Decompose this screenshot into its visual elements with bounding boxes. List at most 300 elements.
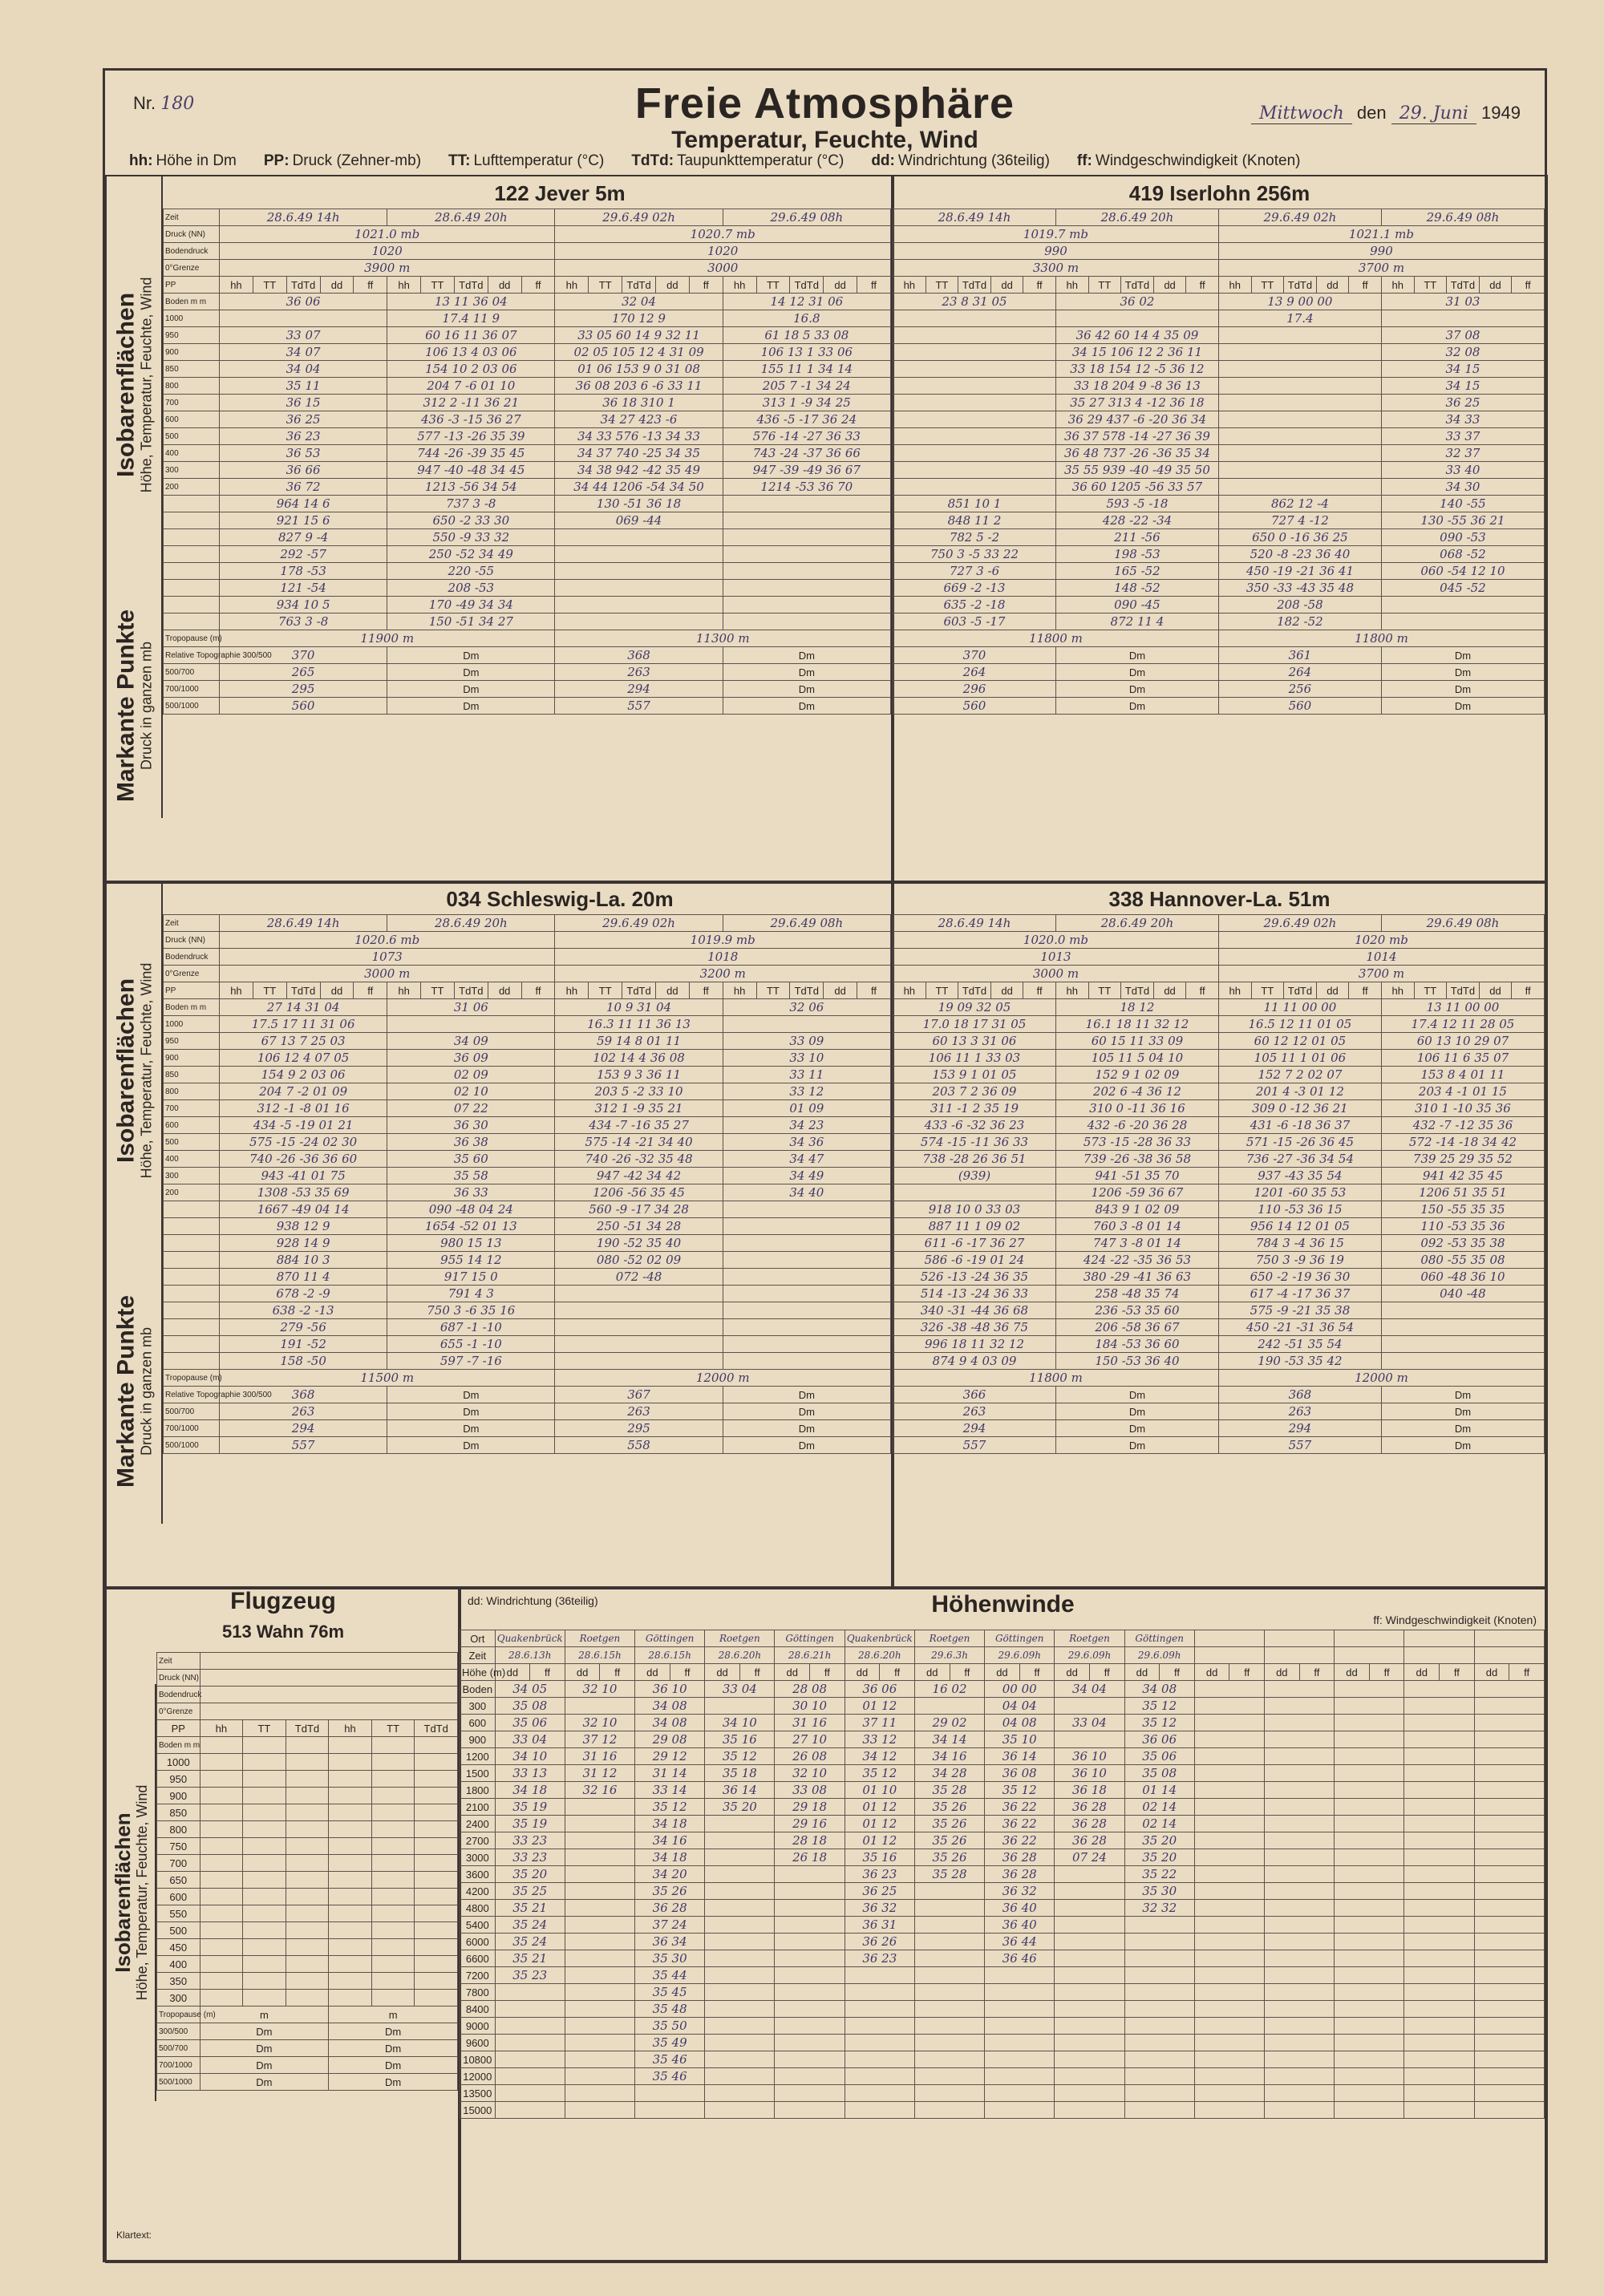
table-cell: 312 2 -11 36 21 bbox=[387, 395, 555, 411]
mark-cell: 862 12 -4 bbox=[1218, 496, 1381, 512]
mark-cell: 638 -2 -13 bbox=[220, 1302, 387, 1319]
table-cell: 557 bbox=[555, 698, 723, 715]
row-label: 650 bbox=[157, 1872, 200, 1889]
mark-cell: 851 10 1 bbox=[893, 496, 1056, 512]
row-label: 700 bbox=[157, 1855, 200, 1872]
row-label: 500/1000 bbox=[164, 1437, 220, 1454]
mark-cell bbox=[555, 1336, 723, 1353]
side-markante: Markante Punkte Druck in ganzen mb bbox=[107, 1259, 163, 1524]
wind-cell bbox=[775, 2085, 845, 2102]
wind-cell bbox=[705, 1900, 775, 1917]
table-cell: 11800 m bbox=[893, 1370, 1219, 1387]
wind-cell bbox=[914, 2001, 984, 2018]
wind-cell bbox=[985, 2085, 1055, 2102]
table-cell: 557 bbox=[893, 1437, 1056, 1454]
row-label: 15000 bbox=[460, 2102, 496, 2119]
table-cell: Dm bbox=[1381, 647, 1544, 664]
wind-cell: 36 14 bbox=[985, 1748, 1055, 1765]
dd-label: dd: Windrichtung (36teilig) bbox=[468, 1594, 598, 1607]
row-label: Zeit bbox=[164, 209, 220, 226]
wind-cell: 01 12 bbox=[845, 1698, 914, 1715]
table-row bbox=[164, 243, 891, 260]
table-cell: Dm bbox=[723, 647, 890, 664]
table-cell bbox=[243, 1838, 286, 1855]
mark-cell: 887 11 1 09 02 bbox=[893, 1218, 1056, 1235]
table-row bbox=[893, 327, 1545, 344]
wind-cell bbox=[985, 2051, 1055, 2068]
table-row bbox=[164, 613, 891, 630]
table-cell bbox=[329, 1973, 372, 1990]
wind-cell bbox=[1124, 1984, 1194, 2001]
table-cell: 573 -15 -28 36 33 bbox=[1055, 1134, 1218, 1151]
wind-cell bbox=[1335, 1782, 1404, 1799]
table-row bbox=[164, 1319, 891, 1336]
table-cell: 36 33 bbox=[387, 1184, 555, 1201]
mark-cell: 514 -13 -24 36 33 bbox=[893, 1286, 1056, 1302]
time-cell: 29.6.09h bbox=[985, 1647, 1055, 1664]
table-cell bbox=[371, 1922, 415, 1939]
mark-cell: 687 -1 -10 bbox=[387, 1319, 555, 1336]
table-cell: Dm bbox=[1381, 1387, 1544, 1403]
wind-cell: 34 08 bbox=[1124, 1681, 1194, 1698]
column-header: TT bbox=[253, 982, 286, 999]
wind-cell bbox=[1265, 1832, 1335, 1849]
wind-cell bbox=[705, 2068, 775, 2085]
table-row bbox=[164, 1218, 891, 1235]
table-cell: 36 06 bbox=[220, 294, 387, 310]
table-cell: 59 14 8 01 11 bbox=[555, 1033, 723, 1050]
station-block-iserlohn bbox=[891, 175, 1548, 884]
mark-cell: 980 15 13 bbox=[387, 1235, 555, 1252]
mark-cell: 597 -7 -16 bbox=[387, 1353, 555, 1370]
table-cell: Dm bbox=[387, 664, 555, 681]
column-header: ff bbox=[521, 277, 555, 294]
table-cell: Dm bbox=[723, 698, 890, 715]
wind-cell bbox=[1474, 1917, 1544, 1934]
time-cell: 28.6.15h bbox=[635, 1647, 705, 1664]
wind-cell bbox=[775, 2068, 845, 2085]
table-row bbox=[460, 1715, 1545, 1731]
row-label bbox=[164, 1302, 220, 1319]
wind-cell bbox=[1335, 1832, 1404, 1849]
table-cell: 294 bbox=[555, 681, 723, 698]
column-header: TT bbox=[756, 982, 790, 999]
mark-cell: 184 -53 36 60 bbox=[1055, 1336, 1218, 1353]
wind-cell: 29 08 bbox=[635, 1731, 705, 1748]
table-row bbox=[893, 1336, 1545, 1353]
wind-cell: 35 18 bbox=[705, 1765, 775, 1782]
row-label: 900 bbox=[164, 1050, 220, 1067]
table-cell bbox=[329, 1754, 372, 1771]
wind-cell bbox=[1124, 1967, 1194, 1984]
table-cell: 1206 -56 35 45 bbox=[555, 1184, 723, 1201]
table-row bbox=[893, 294, 1545, 310]
table-cell: Dm bbox=[387, 1420, 555, 1437]
column-header: ff bbox=[600, 1664, 635, 1681]
table-cell: 60 13 3 31 06 bbox=[893, 1033, 1056, 1050]
table-row bbox=[893, 361, 1545, 378]
wind-cell bbox=[1124, 2068, 1194, 2085]
row-label: 8400 bbox=[460, 2001, 496, 2018]
row-label: 400 bbox=[157, 1956, 200, 1973]
wind-cell: 35 30 bbox=[635, 1950, 705, 1967]
wind-cell: 29 12 bbox=[635, 1748, 705, 1765]
table-cell: 11500 m bbox=[220, 1370, 555, 1387]
table-cell bbox=[200, 1872, 243, 1889]
wind-cell bbox=[495, 2102, 565, 2119]
table-cell: 154 9 2 03 06 bbox=[220, 1067, 387, 1083]
table-cell: 256 bbox=[1218, 681, 1381, 698]
column-header: TT bbox=[1414, 277, 1447, 294]
column-header: PP bbox=[157, 1720, 200, 1737]
column-header: ff bbox=[1160, 1664, 1195, 1681]
table-cell bbox=[243, 1771, 286, 1788]
wind-cell bbox=[495, 2085, 565, 2102]
table-cell: 203 4 -1 01 15 bbox=[1381, 1083, 1544, 1100]
wind-cell bbox=[1265, 2001, 1335, 2018]
column-header: dd bbox=[1479, 277, 1512, 294]
wind-cell: 35 10 bbox=[985, 1731, 1055, 1748]
table-row bbox=[164, 1286, 891, 1302]
wind-cell bbox=[1265, 1883, 1335, 1900]
wind-cell: 35 28 bbox=[914, 1866, 984, 1883]
table-row bbox=[460, 1647, 1545, 1664]
mark-cell: 090 -53 bbox=[1381, 529, 1544, 546]
wind-cell bbox=[565, 1849, 634, 1866]
wind-cell bbox=[914, 1950, 984, 1967]
wind-cell: 34 16 bbox=[914, 1748, 984, 1765]
wind-cell bbox=[1404, 1917, 1474, 1934]
mark-cell: 750 3 -9 36 19 bbox=[1218, 1252, 1381, 1269]
mark-cell: 678 -2 -9 bbox=[220, 1286, 387, 1302]
table-row bbox=[893, 512, 1545, 529]
wind-cell: 01 12 bbox=[845, 1832, 914, 1849]
table-row bbox=[164, 1151, 891, 1168]
column-header: hh bbox=[1055, 277, 1088, 294]
table-cell: 34 15 bbox=[1381, 378, 1544, 395]
row-label bbox=[164, 1235, 220, 1252]
row-label: 300 bbox=[157, 1990, 200, 2006]
row-label: 12000 bbox=[460, 2068, 496, 2085]
table-cell: 367 bbox=[555, 1387, 723, 1403]
wind-cell bbox=[1404, 1731, 1474, 1748]
wind-cell: 34 16 bbox=[635, 1832, 705, 1849]
wind-cell bbox=[1265, 2068, 1335, 2085]
column-header: hh bbox=[1218, 982, 1251, 999]
row-label: 1000 bbox=[157, 1754, 200, 1771]
table-row bbox=[164, 647, 891, 664]
row-label: Relative Topographie 300/500 bbox=[164, 647, 220, 664]
table-cell: 106 11 1 33 03 bbox=[893, 1050, 1056, 1067]
column-header: hh bbox=[555, 982, 589, 999]
wind-cell bbox=[1335, 2018, 1404, 2035]
table-row bbox=[460, 1799, 1545, 1816]
column-header: TdTd bbox=[1284, 277, 1317, 294]
table-cell: 17.0 18 17 31 05 bbox=[893, 1016, 1056, 1033]
wind-cell bbox=[1194, 1883, 1264, 1900]
table-row bbox=[157, 1737, 458, 1754]
table-cell bbox=[1218, 344, 1381, 361]
day-month: 29. Juni bbox=[1391, 103, 1476, 124]
column-header: ff bbox=[1299, 1664, 1335, 1681]
wind-cell bbox=[1265, 1967, 1335, 1984]
wind-cell bbox=[1404, 2035, 1474, 2051]
table-row bbox=[157, 1922, 458, 1939]
wind-cell bbox=[1055, 1900, 1124, 1917]
mark-cell: 110 -53 35 36 bbox=[1381, 1218, 1544, 1235]
wind-cell bbox=[1194, 1698, 1264, 1715]
table-cell: 1213 -56 34 54 bbox=[387, 479, 555, 496]
wind-cell: 16 02 bbox=[914, 1681, 984, 1698]
column-header: hh bbox=[1381, 277, 1414, 294]
station-table bbox=[163, 209, 891, 715]
table-row bbox=[893, 1050, 1545, 1067]
mark-cell: 150 -55 35 35 bbox=[1381, 1201, 1544, 1218]
table-cell: 35 55 939 -40 -49 35 50 bbox=[1055, 462, 1218, 479]
wind-cell bbox=[1124, 2018, 1194, 2035]
wind-cell: 34 08 bbox=[635, 1715, 705, 1731]
row-label bbox=[164, 613, 220, 630]
wind-cell bbox=[705, 1967, 775, 1984]
table-cell: 36 23 bbox=[220, 428, 387, 445]
row-label: 700/1000 bbox=[164, 681, 220, 698]
wind-cell bbox=[914, 1934, 984, 1950]
wind-cell bbox=[914, 2051, 984, 2068]
column-header: TT bbox=[926, 982, 958, 999]
mark-cell: 158 -50 bbox=[220, 1353, 387, 1370]
wind-cell bbox=[914, 1984, 984, 2001]
mark-cell: 220 -55 bbox=[387, 563, 555, 580]
table-cell: 36 02 bbox=[1055, 294, 1218, 310]
wind-cell bbox=[1335, 1765, 1404, 1782]
table-row bbox=[460, 1698, 1545, 1715]
table-row bbox=[164, 529, 891, 546]
wind-cell: 35 45 bbox=[635, 1984, 705, 2001]
table-cell: 34 38 942 -42 35 49 bbox=[555, 462, 723, 479]
wind-cell: 34 20 bbox=[635, 1866, 705, 1883]
table-cell bbox=[200, 1922, 243, 1939]
mark-cell: 198 -53 bbox=[1055, 546, 1218, 563]
wind-cell bbox=[495, 2035, 565, 2051]
wind-cell bbox=[1194, 2035, 1264, 2051]
wind-cell: 36 06 bbox=[1124, 1731, 1194, 1748]
time-cell: 29.6.09h bbox=[1124, 1647, 1194, 1664]
row-label: Druck (NN) bbox=[164, 932, 220, 949]
table-cell: 436 -5 -17 36 24 bbox=[723, 411, 890, 428]
column-header: dd bbox=[1265, 1664, 1300, 1681]
table-cell: 152 9 1 02 09 bbox=[1055, 1067, 1218, 1083]
table-row bbox=[460, 1900, 1545, 1917]
wind-cell: 02 14 bbox=[1124, 1799, 1194, 1816]
column-header: ff bbox=[1349, 277, 1382, 294]
column-header: dd bbox=[824, 277, 857, 294]
wind-cell: 35 12 bbox=[1124, 1715, 1194, 1731]
table-cell bbox=[1218, 361, 1381, 378]
wind-cell bbox=[1474, 2001, 1544, 2018]
table-cell: Dm bbox=[1055, 647, 1218, 664]
table-cell: 361 bbox=[1218, 647, 1381, 664]
table-row bbox=[157, 2023, 458, 2040]
row-label: Zeit bbox=[164, 915, 220, 932]
table-cell: 296 bbox=[893, 681, 1056, 698]
table-cell bbox=[243, 1922, 286, 1939]
column-header: hh bbox=[723, 277, 756, 294]
wind-cell bbox=[1474, 2035, 1544, 2051]
wind-cell bbox=[1265, 1900, 1335, 1917]
table-cell: 312 -1 -8 01 16 bbox=[220, 1100, 387, 1117]
column-header: dd bbox=[705, 1664, 740, 1681]
table-cell bbox=[415, 1939, 458, 1956]
wind-cell bbox=[1335, 2001, 1404, 2018]
wind-cell bbox=[495, 2018, 565, 2035]
column-header: hh bbox=[387, 277, 421, 294]
wind-cell bbox=[775, 1883, 845, 1900]
table-cell: 1020.0 mb bbox=[893, 932, 1219, 949]
table-cell: 368 bbox=[555, 647, 723, 664]
mark-cell: 617 -4 -17 36 37 bbox=[1218, 1286, 1381, 1302]
wind-cell bbox=[1055, 2035, 1124, 2051]
row-label: 500 bbox=[164, 1134, 220, 1151]
table-cell: 3000 m bbox=[220, 966, 555, 982]
wind-cell bbox=[1055, 1698, 1124, 1715]
table-row bbox=[893, 1117, 1545, 1134]
wind-cell bbox=[775, 2001, 845, 2018]
mark-cell: 040 -48 bbox=[1381, 1286, 1544, 1302]
table-cell bbox=[329, 1939, 372, 1956]
wind-cell: 01 12 bbox=[845, 1799, 914, 1816]
mark-cell: 655 -1 -10 bbox=[387, 1336, 555, 1353]
table-cell: 16.8 bbox=[723, 310, 890, 327]
wind-cell bbox=[1194, 1866, 1264, 1883]
row-label bbox=[164, 1218, 220, 1235]
table-cell: 36 25 bbox=[1381, 395, 1544, 411]
wind-cell bbox=[1055, 2102, 1124, 2119]
column-header: dd bbox=[845, 1664, 880, 1681]
place-cell: Roetgen bbox=[1055, 1630, 1124, 1647]
wind-cell: 35 08 bbox=[495, 1698, 565, 1715]
table-cell: 13 9 00 00 bbox=[1218, 294, 1381, 310]
wind-cell: 07 24 bbox=[1055, 1849, 1124, 1866]
mark-cell bbox=[723, 529, 890, 546]
table-row bbox=[164, 1083, 891, 1100]
table-row bbox=[893, 209, 1545, 226]
table-cell: 34 33 576 -13 34 33 bbox=[555, 428, 723, 445]
table-cell bbox=[387, 1016, 555, 1033]
table-cell: Dm bbox=[200, 2057, 329, 2074]
wind-cell: 36 25 bbox=[845, 1883, 914, 1900]
table-cell bbox=[243, 1804, 286, 1821]
table-row bbox=[157, 2006, 458, 2023]
mark-cell bbox=[723, 1319, 890, 1336]
table-row bbox=[164, 1016, 891, 1033]
wind-cell bbox=[914, 1883, 984, 1900]
mark-cell: 080 -52 02 09 bbox=[555, 1252, 723, 1269]
mark-cell: 586 -6 -19 01 24 bbox=[893, 1252, 1056, 1269]
column-header: ff bbox=[689, 277, 723, 294]
wind-cell: 35 12 bbox=[985, 1782, 1055, 1799]
table-cell: 204 7 -2 01 09 bbox=[220, 1083, 387, 1100]
mark-cell: 130 -51 36 18 bbox=[555, 496, 723, 512]
table-row bbox=[164, 1067, 891, 1083]
wind-cell bbox=[705, 1698, 775, 1715]
time-cell: 29.6.49 08h bbox=[723, 915, 890, 932]
table-cell: 310 0 -11 36 16 bbox=[1055, 1100, 1218, 1117]
station-table bbox=[893, 209, 1545, 715]
row-label: 4200 bbox=[460, 1883, 496, 1900]
time-cell: 29.6.49 08h bbox=[1381, 209, 1544, 226]
table-cell: 947 -39 -49 36 67 bbox=[723, 462, 890, 479]
table-row bbox=[460, 1950, 1545, 1967]
wind-cell bbox=[775, 2051, 845, 2068]
table-cell: 3700 m bbox=[1218, 260, 1544, 277]
wind-cell bbox=[1404, 2051, 1474, 2068]
time-cell: 29.6.49 08h bbox=[1381, 915, 1544, 932]
column-header: TdTd bbox=[286, 982, 320, 999]
time-cell: 28.6.49 14h bbox=[893, 915, 1056, 932]
mark-cell bbox=[555, 1286, 723, 1302]
table-row bbox=[893, 1083, 1545, 1100]
table-row bbox=[893, 1201, 1545, 1218]
column-header: dd bbox=[1316, 277, 1349, 294]
column-header: dd bbox=[1194, 1664, 1229, 1681]
row-label: 850 bbox=[164, 361, 220, 378]
wind-cell bbox=[1474, 1765, 1544, 1782]
form-number: Nr. 180 bbox=[133, 93, 195, 114]
table-cell: 14 12 31 06 bbox=[723, 294, 890, 310]
table-cell bbox=[200, 1737, 243, 1754]
station-block-hannover bbox=[891, 881, 1548, 1589]
wind-cell bbox=[1404, 1832, 1474, 1849]
table-cell: 294 bbox=[893, 1420, 1056, 1437]
wind-cell bbox=[1194, 2102, 1264, 2119]
wind-cell bbox=[1474, 1984, 1544, 2001]
wind-cell bbox=[1335, 1681, 1404, 1698]
row-label: 900 bbox=[157, 1788, 200, 1804]
row-label: 200 bbox=[164, 1184, 220, 1201]
table-cell: 34 15 106 12 2 36 11 bbox=[1055, 344, 1218, 361]
table-cell: Dm bbox=[387, 1403, 555, 1420]
table-row bbox=[164, 479, 891, 496]
row-label bbox=[164, 1252, 220, 1269]
table-cell: 990 bbox=[1218, 243, 1544, 260]
table-cell bbox=[200, 1804, 243, 1821]
wind-cell bbox=[1474, 2051, 1544, 2068]
wind-cell bbox=[565, 1934, 634, 1950]
wind-cell: 35 06 bbox=[495, 1715, 565, 1731]
mark-cell: 140 -55 bbox=[1381, 496, 1544, 512]
wind-cell: 36 10 bbox=[1055, 1748, 1124, 1765]
wind-cell bbox=[565, 1816, 634, 1832]
table-row bbox=[460, 1849, 1545, 1866]
table-cell: Dm bbox=[1055, 681, 1218, 698]
wind-cell bbox=[705, 2018, 775, 2035]
table-cell bbox=[286, 1821, 329, 1838]
table-cell: 152 7 2 02 07 bbox=[1218, 1067, 1381, 1083]
table-cell: 61 18 5 33 08 bbox=[723, 327, 890, 344]
wind-cell: 31 12 bbox=[565, 1765, 634, 1782]
row-label: Bodendruck bbox=[164, 949, 220, 966]
wind-cell: 35 16 bbox=[845, 1849, 914, 1866]
table-cell bbox=[286, 1771, 329, 1788]
row-label: 1000 bbox=[164, 1016, 220, 1033]
table-row bbox=[893, 1235, 1545, 1252]
column-header: hh bbox=[329, 1720, 372, 1737]
column-header: TdTd bbox=[286, 277, 320, 294]
wind-cell: 35 26 bbox=[635, 1883, 705, 1900]
time-cell: 28.6.13h bbox=[495, 1647, 565, 1664]
time-cell: 29.6.49 02h bbox=[555, 915, 723, 932]
wind-cell bbox=[565, 2035, 634, 2051]
